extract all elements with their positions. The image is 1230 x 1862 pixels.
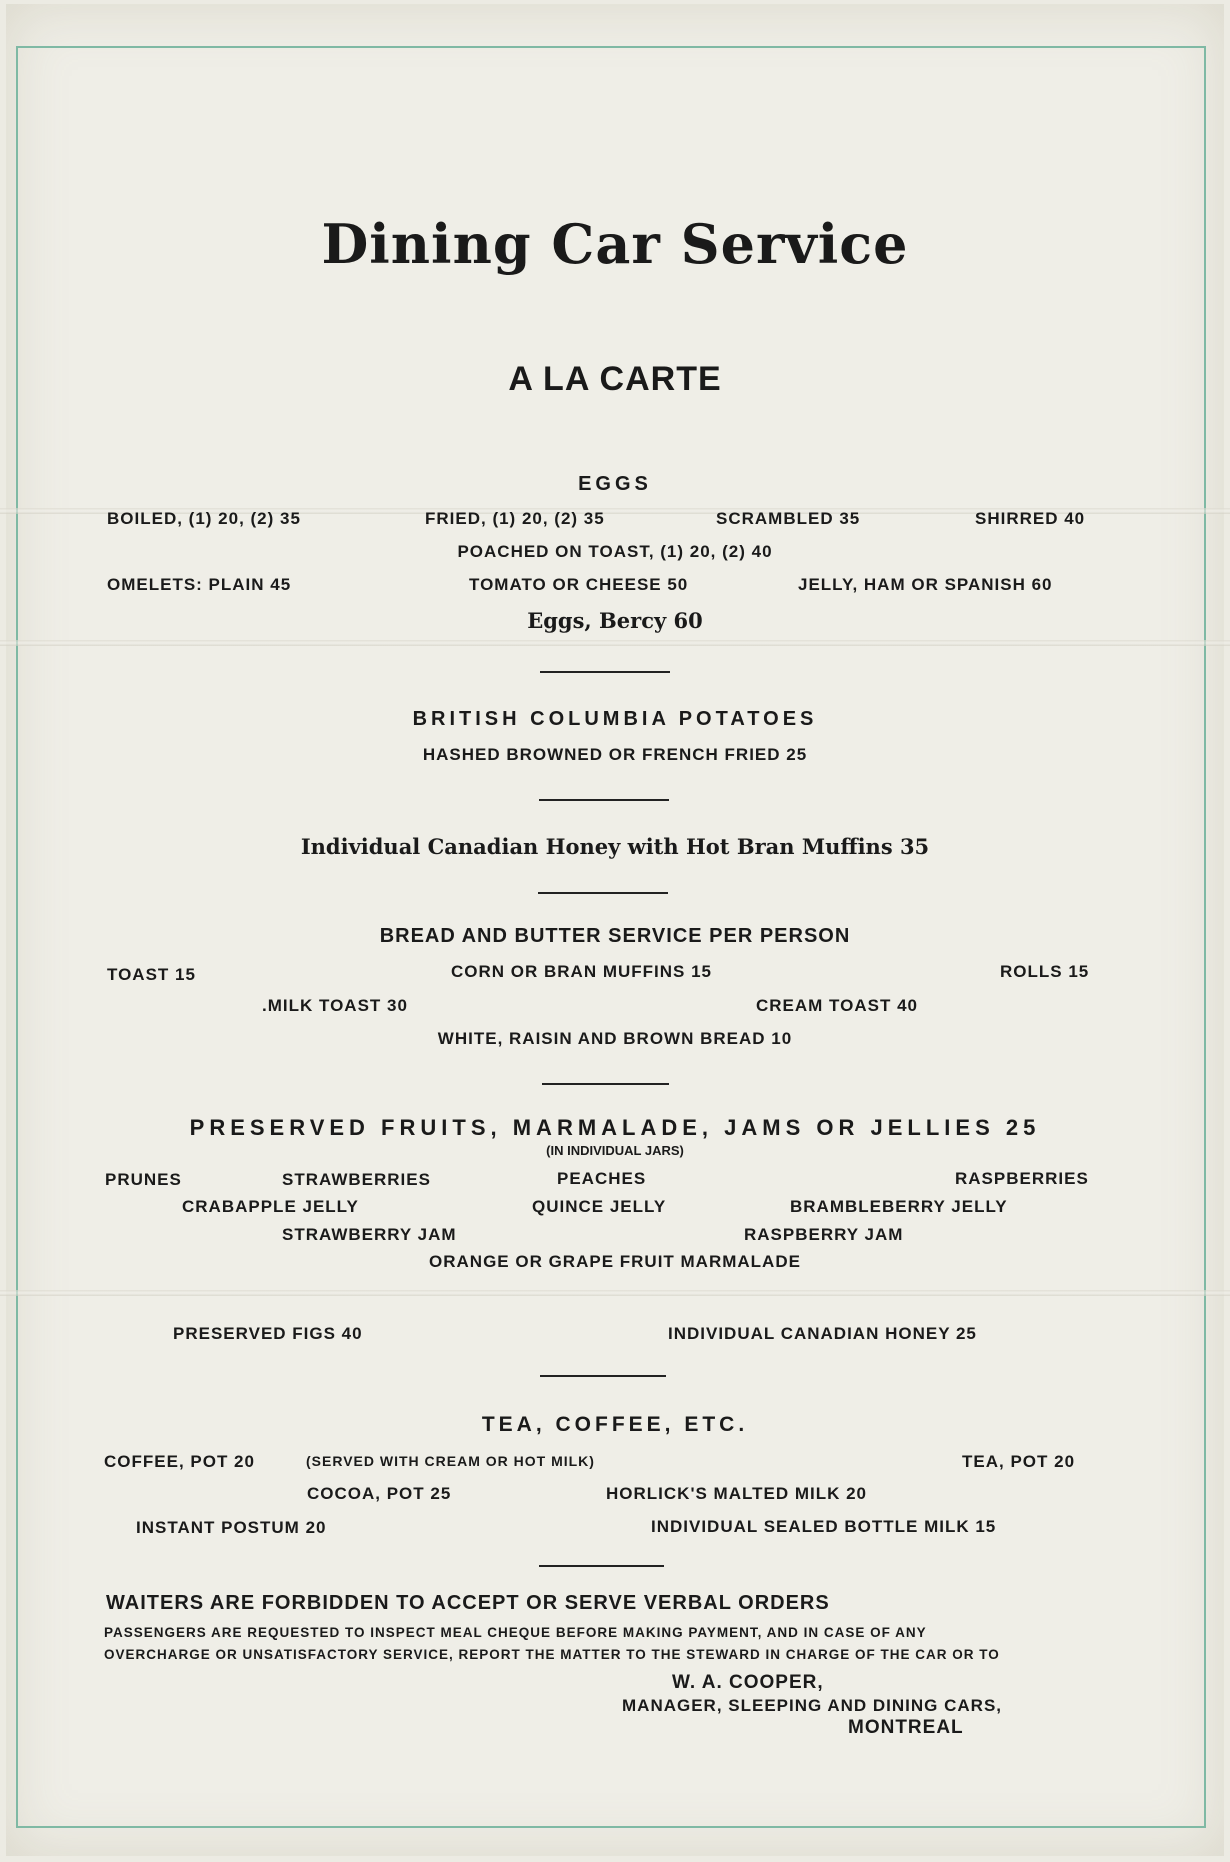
bread-heading: BREAD AND BUTTER SERVICE PER PERSON — [379, 925, 851, 947]
preserved-note: (IN INDIVIDUAL JARS) — [546, 1143, 684, 1158]
divider — [540, 671, 670, 673]
menu-item: ROLLS 15 — [1000, 962, 1090, 981]
eggs-heading: EGGS — [578, 473, 652, 495]
menu-item-note: (SERVED WITH CREAM OR HOT MILK) — [306, 1453, 595, 1469]
menu-item: CORN OR BRAN MUFFINS 15 — [451, 962, 713, 981]
menu-item: CRABAPPLE JELLY — [182, 1197, 359, 1216]
menu-item: INDIVIDUAL CANADIAN HONEY 25 — [668, 1324, 977, 1343]
menu-item: WHITE, RAISIN AND BROWN BREAD 10 — [437, 1029, 793, 1048]
divider — [542, 1083, 669, 1085]
menu-item: Individual Canadian Honey with Hot Bran Muffins 35 — [300, 834, 930, 859]
menu-item: HORLICK'S MALTED MILK 20 — [606, 1484, 868, 1503]
preserved-heading: PRESERVED FRUITS, MARMALADE, JAMS OR JELLIES 25 — [189, 1115, 1041, 1140]
menu-item: ORANGE OR GRAPE FRUIT MARMALADE — [429, 1252, 801, 1271]
menu-item: RASPBERRIES — [955, 1169, 1089, 1188]
menu-item: FRIED, (1) 20, (2) 35 — [425, 509, 605, 528]
waiters-notice: WAITERS ARE FORBIDDEN TO ACCEPT OR SERVE VERBAL ORDERS — [106, 1592, 830, 1614]
potatoes-heading: BRITISH COLUMBIA POTATOES — [412, 708, 818, 730]
menu-item: STRAWBERRIES — [282, 1170, 431, 1189]
menu-item: TOAST 15 — [107, 965, 196, 984]
divider — [538, 892, 668, 894]
menu-item: TEA, POT 20 — [962, 1452, 1076, 1471]
menu-subtitle: A LA CARTE — [508, 360, 722, 398]
manager-name: W. A. COOPER, — [672, 1672, 824, 1693]
menu-item: COCOA, POT 25 — [307, 1484, 452, 1503]
divider — [539, 799, 669, 801]
menu-item: TOMATO OR CHEESE 50 — [469, 575, 689, 594]
passenger-notice: OVERCHARGE OR UNSATISFACTORY SERVICE, REPORT THE MATTER TO THE STEWARD IN CHARGE OF THE CAR OR TO — [104, 1647, 1000, 1662]
drinks-heading: TEA, COFFEE, ETC. — [481, 1413, 749, 1436]
menu-item: SHIRRED 40 — [975, 509, 1086, 528]
menu-item: SCRAMBLED 35 — [716, 509, 861, 528]
passenger-notice: PASSENGERS ARE REQUESTED TO INSPECT MEAL CHEQUE BEFORE MAKING PAYMENT, AND IN CASE OF ANY — [104, 1625, 927, 1640]
menu-item: INDIVIDUAL SEALED BOTTLE MILK 15 — [651, 1517, 997, 1536]
menu-item: Eggs, Bercy 60 — [527, 608, 703, 633]
menu-item: OMELETS: PLAIN 45 — [107, 575, 292, 594]
menu-item: CREAM TOAST 40 — [756, 996, 918, 1015]
menu-item: BRAMBLEBERRY JELLY — [790, 1197, 1008, 1216]
divider — [539, 1565, 664, 1567]
menu-item: STRAWBERRY JAM — [282, 1225, 457, 1244]
menu-item: PEACHES — [557, 1169, 647, 1188]
menu-item: .MILK TOAST 30 — [262, 996, 408, 1015]
menu-title: Dining Car Service — [321, 212, 909, 276]
manager-role: MANAGER, SLEEPING AND DINING CARS, — [622, 1696, 1003, 1715]
fold-crease — [0, 1290, 1230, 1296]
menu-item: JELLY, HAM OR SPANISH 60 — [798, 575, 1053, 594]
menu-item: POACHED ON TOAST, (1) 20, (2) 40 — [457, 542, 773, 561]
menu-item: COFFEE, POT 20 — [104, 1452, 255, 1471]
manager-city: MONTREAL — [848, 1717, 964, 1738]
menu-item: INSTANT POSTUM 20 — [136, 1518, 327, 1537]
menu-item: PRUNES — [105, 1170, 182, 1189]
fold-crease — [0, 640, 1230, 646]
menu-item: QUINCE JELLY — [532, 1197, 667, 1216]
menu-item: PRESERVED FIGS 40 — [173, 1324, 363, 1343]
divider — [540, 1375, 666, 1377]
menu-item: RASPBERRY JAM — [744, 1225, 904, 1244]
menu-item: BOILED, (1) 20, (2) 35 — [107, 509, 301, 528]
menu-item: HASHED BROWNED OR FRENCH FRIED 25 — [422, 745, 808, 764]
